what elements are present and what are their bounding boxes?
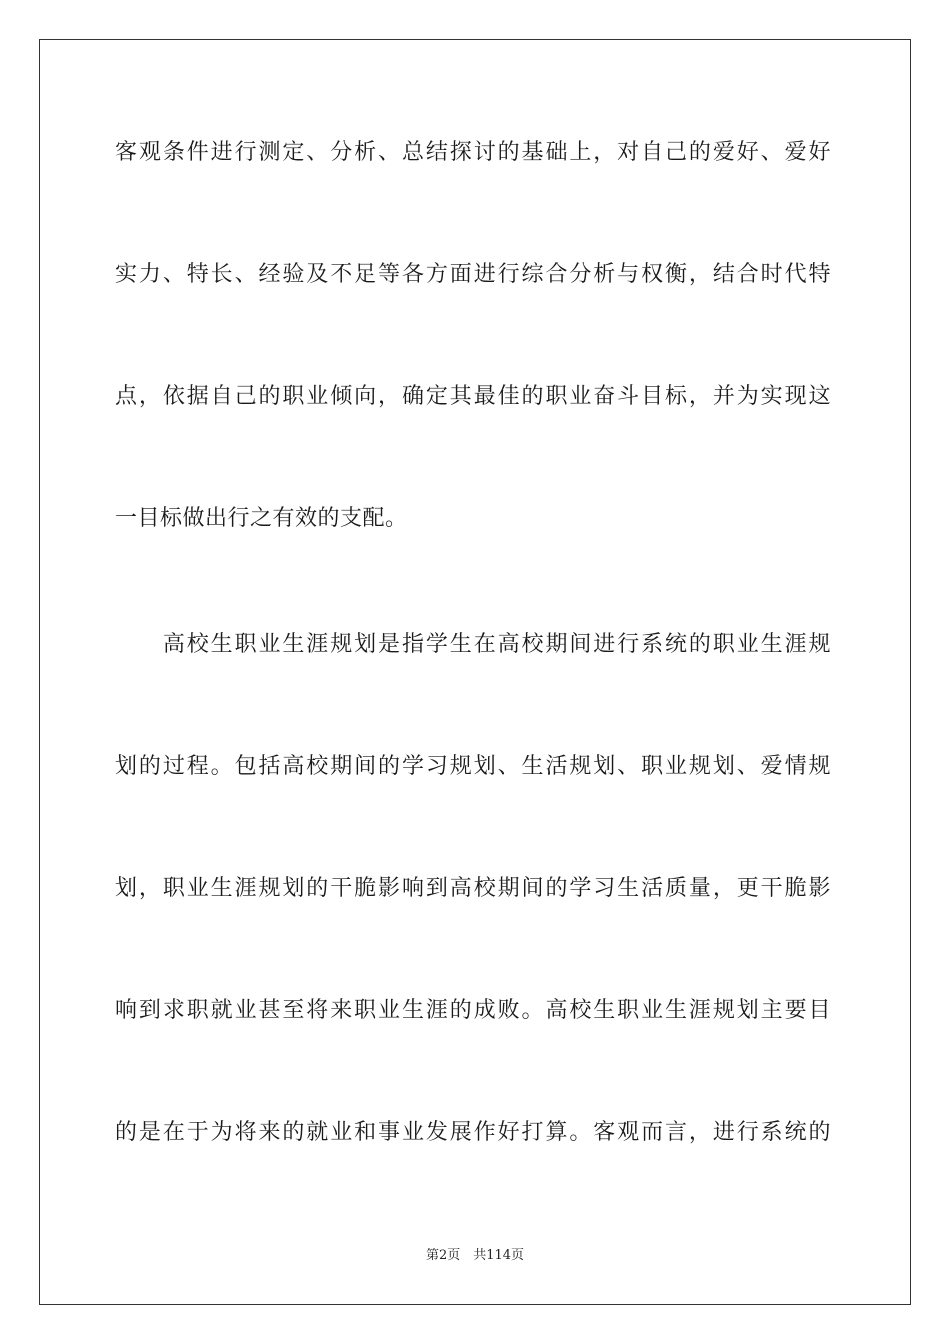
text-line: 响到求职就业甚至将来职业生涯的成败。高校生职业生涯规划主要目 [115, 998, 831, 1023]
page-footer: 第2页 共114页 [425, 1248, 525, 1263]
text-line: 高校生职业生涯规划是指学生在高校期间进行系统的职业生涯规 [115, 632, 831, 657]
page-border [39, 39, 911, 1305]
text-line: 实力、特长、经验及不足等各方面进行综合分析与权衡，结合时代特 [115, 262, 831, 287]
text-line: 点，依据自己的职业倾向，确定其最佳的职业奋斗目标，并为实现这 [115, 384, 831, 409]
text-line: 划，职业生涯规划的干脆影响到高校期间的学习生活质量，更干脆影 [115, 876, 831, 901]
text-line: 一目标做出行之有效的支配。 [115, 506, 408, 531]
text-line: 划的过程。包括高校期间的学习规划、生活规划、职业规划、爱情规 [115, 754, 831, 779]
text-line: 的是在于为将来的就业和事业发展作好打算。客观而言，进行系统的 [115, 1120, 831, 1145]
text-line: 客观条件进行测定、分析、总结探讨的基础上，对自己的爱好、爱好 [115, 140, 831, 165]
